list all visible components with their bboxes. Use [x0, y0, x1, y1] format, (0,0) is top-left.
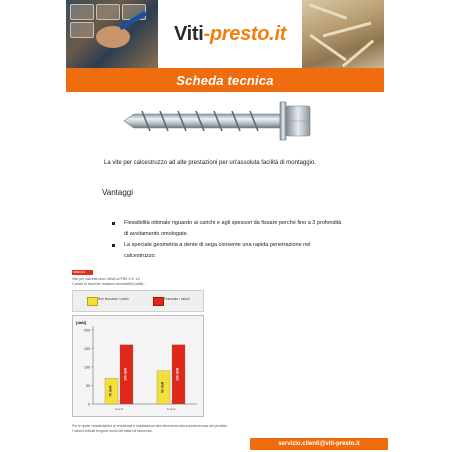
tools-photo — [66, 0, 158, 68]
y-tick-label: 200 — [84, 328, 90, 333]
page-title: Scheda tecnica — [176, 72, 274, 88]
list-item: La speciale geometria a dente di sega consente una rapida penetrazione nel — [112, 240, 352, 251]
list-item: calcestruzzo. — [124, 253, 157, 259]
brand-logo-text: Viti-presto.it — [173, 22, 287, 45]
y-tick-label: 150 — [84, 346, 90, 351]
x-tick-label: hnom1 — [114, 407, 124, 411]
load-chart — [72, 315, 204, 417]
legend-label: Non fessurato / cavito — [98, 297, 129, 301]
product-caption: La vite per calcestruzzo ad alte prestazioni per un'assoluta facilità di montaggio. — [104, 160, 316, 166]
legend-swatch-red — [153, 297, 164, 306]
load-chart-svg — [73, 316, 203, 416]
contact-bar[interactable] — [250, 438, 388, 450]
y-tick-label: 0 — [88, 402, 90, 407]
y-axis-label: [daN] — [76, 320, 87, 325]
page-title-bar — [66, 68, 384, 92]
section-tag: SDEKAS — [72, 270, 93, 275]
legend-label: Fessurato / calcoli — [164, 297, 190, 301]
x-tick-label: hnom2 — [166, 407, 176, 411]
brand-logo[interactable] — [158, 0, 302, 68]
advantages-list — [112, 218, 352, 262]
chart-legend — [72, 290, 204, 312]
footnote — [72, 424, 228, 434]
load-description: Carichi di trazione massimi ammissibili (daN) : — [72, 282, 146, 286]
screw-image — [120, 96, 320, 146]
advantages-heading: Vantaggi — [102, 188, 133, 197]
header-banner — [66, 0, 384, 68]
list-item: di avvitamento omologate. — [124, 231, 189, 237]
bar-data-label: 160 daN — [175, 367, 180, 381]
technical-section — [72, 270, 220, 417]
list-item: Flessibilità ottimale riguardo ai carichi e agli spessori da fissare perché fino a 3 profondità — [112, 218, 352, 229]
footnote-line: I carichi indicati tengono conto dei fattori di sicurezza. — [72, 429, 153, 433]
contact-email[interactable]: servizio.clienti@viti-presto.it — [278, 441, 360, 447]
footnote-line: Per le quote caratteristiche di resistenza e installazione fare riferimento alla scheda tecnica del prodotto. — [72, 424, 229, 428]
product-line: Vite per calcestruzzo UltraCut FBS II 6 ·14 — [72, 277, 140, 281]
legend-swatch-yellow — [87, 297, 98, 306]
bar-data-label: 70 daN — [108, 385, 113, 397]
bar-data-label: 90 daN — [160, 381, 165, 393]
screws-photo — [302, 0, 384, 68]
y-tick-label: 50 — [86, 383, 90, 388]
y-tick-label: 100 — [84, 365, 90, 370]
bar-data-label: 160 daN — [123, 367, 128, 381]
